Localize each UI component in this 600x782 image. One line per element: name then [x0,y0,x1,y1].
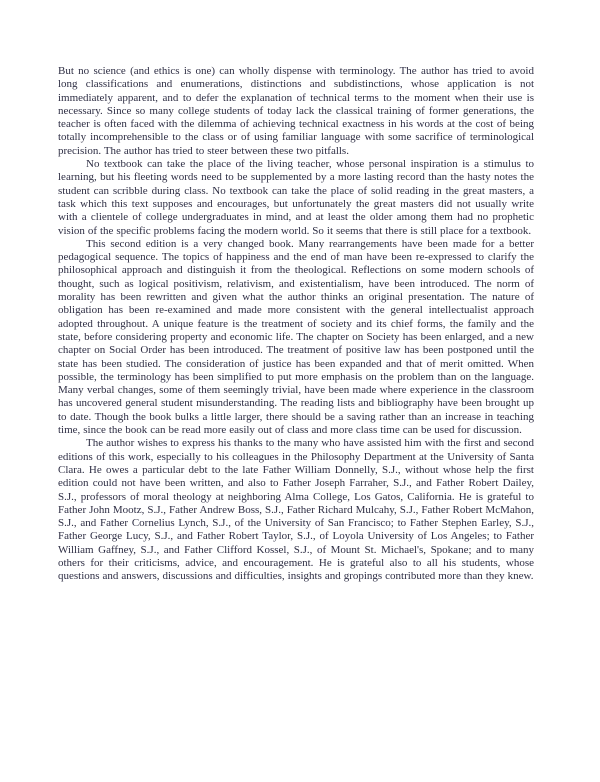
paragraph-textbook: No textbook can take the place of the living teacher, whose personal inspiration is a stimulus to learning, but his fleeting words need to be supplemented by a more lasting record than the hasty notes the student can scribble during class. No textbook can take the place of solid reading in the great masters, a task which this text supposes and encourages, but unfortunately the great masters did not usually write with a clientele of college undergraduates in mind, and at least the older among them had no prophetic vision of the specific problems facing the modern world. So it seems that there is still place for a textbook. [58,158,534,237]
paragraph-second-edition: This second edition is a very changed book. Many rearrangements have been made for a better pedagogical sequence. The topics of happiness and the end of man have been re-expressed to clarify the philosophical approach and distinguish it from the theological. Reflections on some modern schools of thought, such as logical positivism, relativism, and existentialism, have been introduced. The norm of morality has been rewritten and given what the author thinks an original presentation. The nature of obligation has been re-examined and made more consistent with the general intellectualist approach adopted throughout. A unique feature is the treatment of society and its chief forms, the family and the state, before considering property and economic life. The chapter on Society has been enlarged, and a new chapter on Social Order has been introduced. The treatment of positive law has been postponed until the state has been studied. The consideration of justice has been expanded and that of merit omitted. When possible, the terminology has been simplified to put more emphasis on the problem than on the language. Many verbal changes, some of them seemingly trivial, have been made where experience in the classroom has uncovered general student misunderstanding. The reading lists and bibliography have been brought up to date. Though the book bulks a little larger, there should be a saving rather than an increase in teaching time, since the book can be read more easily out of class and more class time can be used for discussion. [58,237,534,437]
paragraph-terminology: But no science (and ethics is one) can wholly dispense with terminology. The author has tried to avoid long classifications and enumerations, distinctions and subdistinctions, whose application is not immediately apparent, and to defer the explanation of technical terms to the moment when their use is necessary. Since so many college students of today lack the classical training of former generations, the teacher is often faced with the dilemma of achieving technical exactness in his words at the cost of being totally incomprehensible to the class or of using familiar language with some sacrifice of terminological precision. The author has tried to steer between these two pitfalls. [58,65,534,157]
text-block [58,65,534,584]
paragraph-acknowledgments: The author wishes to express his thanks to the many who have assisted him with the first and second editions of this work, especially to his colleagues in the Philosophy Department at the University of Santa Clara. He owes a particular debt to the late Father William Donnelly, S.J., without whose help the first edition could not have been written, and also to Father Joseph Farraher, S.J., and Father Robert Dailey, S.J., professors of moral theology at neighboring Alma College, Los Gatos, California. He is grateful to Father John Mootz, S.J., Father Andrew Boss, S.J., Father Richard Mulcahy, S.J., Father Robert McMahon, S.J., and Father Cornelius Lynch, S.J., of the University of San Francisco; to Father Stephen Earley, S.J., Father George Lucy, S.J., and Father Robert Taylor, S.J., of Loyola University of Los Angeles; to Father William Gaffney, S.J., and Father Clifford Kossel, S.J., of Mount St. Michael's, Spokane; and to many others for their criticisms, advice, and encouragement. He is grateful also to all his students, whose questions and answers, discussions and difficulties, insights and gropings contributed more than they knew. [58,437,534,583]
